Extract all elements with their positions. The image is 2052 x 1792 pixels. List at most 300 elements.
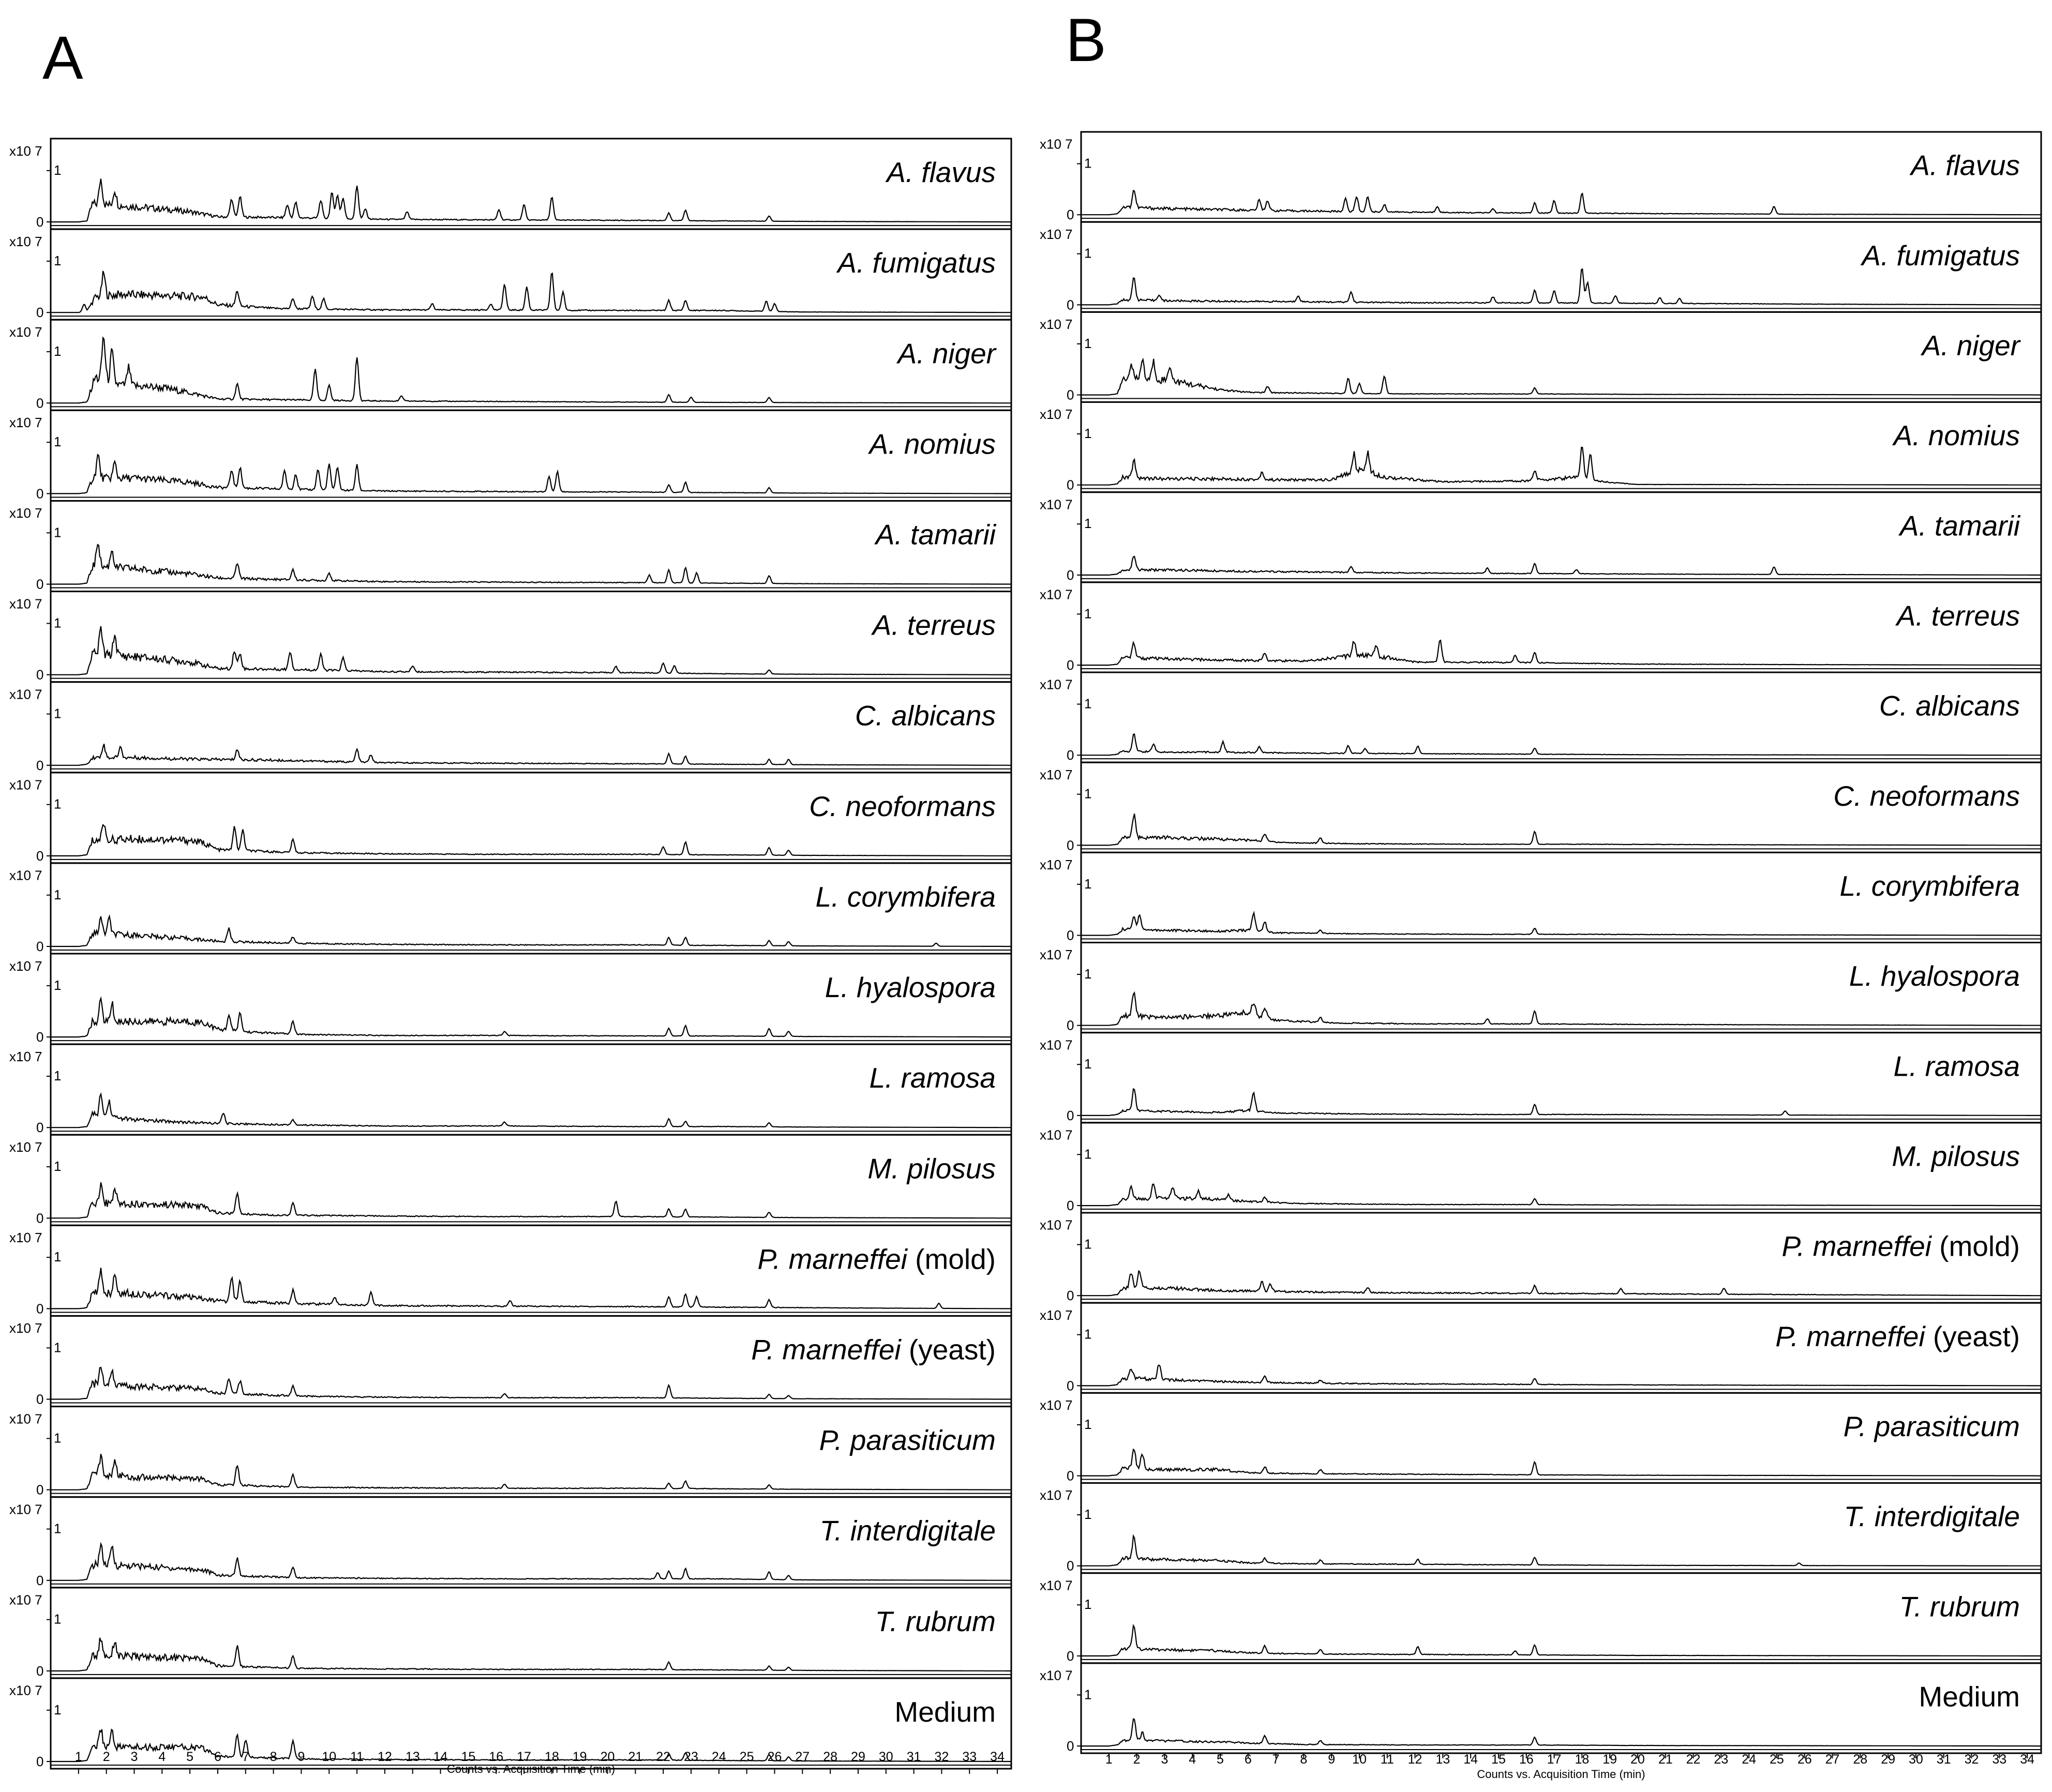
y-exponent-label: x10 7 — [1040, 1037, 1073, 1053]
y-exponent-label: x10 7 — [9, 143, 42, 159]
trace-line — [1081, 1625, 2041, 1656]
y-tick-1: 1 — [54, 796, 62, 812]
x-tick-label: 19 — [1602, 1752, 1617, 1767]
y-tick-1: 1 — [54, 1067, 62, 1083]
trace-line — [1081, 814, 2041, 845]
trace-panel-a-2 — [9, 229, 1011, 320]
species-name: A. niger — [897, 337, 996, 370]
species-label — [1860, 239, 2020, 272]
trace-panel-b-2 — [1040, 222, 2041, 312]
trace-panel-a-8 — [9, 773, 1011, 864]
trace-line — [51, 338, 1011, 403]
x-tick-label: 4 — [158, 1750, 166, 1764]
y-tick-0: 0 — [36, 848, 44, 864]
y-exponent-label: x10 7 — [1040, 1397, 1073, 1413]
trace-panel-a-16 — [9, 1497, 1011, 1588]
trace-panel-a-9 — [9, 863, 1011, 954]
trace-line — [1081, 191, 2041, 215]
species-label — [819, 1424, 996, 1456]
trace-line — [1081, 1184, 2041, 1206]
species-name: A. flavus — [887, 156, 996, 189]
species-label — [816, 881, 996, 913]
species-label — [1879, 690, 2020, 722]
trace-line — [1081, 993, 2041, 1026]
species-name: P. marneffei — [751, 1333, 901, 1366]
x-tick-label: 34 — [2020, 1752, 2035, 1767]
species-name: A. tamarii — [1899, 509, 2020, 542]
trace-panel-b-16 — [1040, 1483, 2041, 1574]
y-exponent-label: x10 7 — [1040, 1487, 1073, 1503]
y-tick-1: 1 — [54, 1701, 62, 1718]
y-tick-0: 0 — [36, 757, 44, 773]
y-tick-0: 0 — [1067, 297, 1074, 313]
y-tick-0: 0 — [1067, 1468, 1074, 1484]
trace-line — [51, 179, 1011, 222]
trace-panel-a-3 — [9, 320, 1011, 411]
x-tick-label: 13 — [1435, 1752, 1450, 1767]
y-tick-1: 1 — [54, 615, 62, 631]
y-tick-1: 1 — [54, 886, 62, 902]
y-tick-0: 0 — [36, 1029, 44, 1045]
y-tick-1: 1 — [1084, 426, 1092, 442]
species-label — [836, 247, 996, 279]
trace-line — [51, 1454, 1011, 1489]
y-tick-0: 0 — [1067, 1378, 1074, 1394]
x-tick-label: 7 — [1272, 1752, 1280, 1767]
y-tick-0: 0 — [1067, 747, 1074, 763]
y-exponent-label: x10 7 — [9, 1682, 42, 1698]
y-tick-0: 0 — [36, 938, 44, 954]
species-name: C. neoformans — [1833, 779, 2020, 812]
trace-panel-b-13 — [1040, 1213, 2041, 1303]
species-name: T. rubrum — [1899, 1590, 2020, 1623]
x-axis-title: Counts vs. Acquisition Time (min) — [1477, 1768, 1645, 1781]
y-tick-1: 1 — [1084, 606, 1092, 622]
trace-panel-a-17 — [9, 1588, 1011, 1679]
species-name: P. marneffei — [1781, 1230, 1931, 1262]
x-tick-label: 30 — [1909, 1752, 1923, 1767]
x-tick-label: 2 — [1133, 1752, 1141, 1767]
y-tick-0: 0 — [36, 305, 44, 321]
trace-line — [1081, 1450, 2041, 1476]
y-exponent-label: x10 7 — [1040, 226, 1073, 242]
trace-panel-a-5 — [9, 501, 1011, 592]
species-label — [1892, 419, 2020, 451]
x-tick-label: 34 — [990, 1750, 1005, 1764]
x-tick-label: 31 — [906, 1750, 921, 1764]
y-tick-1: 1 — [54, 1430, 62, 1446]
y-tick-1: 1 — [1084, 1686, 1092, 1703]
species-label — [1844, 1410, 2020, 1442]
panel-a — [9, 139, 1011, 1775]
species-name: T. interdigitale — [819, 1514, 996, 1547]
species-label — [809, 790, 996, 822]
species-name: Medium — [1919, 1680, 2020, 1713]
species-label — [874, 518, 997, 550]
x-tick-label: 29 — [1881, 1752, 1896, 1767]
species-name: T. interdigitale — [1844, 1500, 2020, 1533]
species-name: L. ramosa — [869, 1062, 996, 1094]
species-suffix: (yeast) — [901, 1333, 996, 1366]
trace-line — [51, 916, 1011, 946]
x-tick-label: 32 — [1964, 1752, 1979, 1767]
x-tick-label: 19 — [572, 1750, 587, 1764]
y-exponent-label: x10 7 — [1040, 766, 1073, 782]
x-tick-label: 13 — [405, 1750, 420, 1764]
trace-line — [1081, 359, 2041, 395]
species-label — [875, 1605, 996, 1637]
panel-label-b: B — [1066, 6, 1106, 74]
x-tick-label: 27 — [795, 1750, 810, 1764]
species-label — [820, 1515, 996, 1547]
species-label — [894, 1696, 996, 1728]
x-tick-label: 16 — [489, 1750, 504, 1764]
trace-panel-b-10 — [1040, 943, 2041, 1033]
trace-panel-a-14 — [9, 1316, 1011, 1407]
y-exponent-label: x10 7 — [9, 1048, 42, 1064]
x-tick-label: 8 — [269, 1750, 277, 1764]
trace-frame — [51, 1044, 1011, 1135]
trace-panel-b-5 — [1040, 492, 2041, 583]
x-tick-label: 15 — [1491, 1752, 1506, 1767]
y-tick-1: 1 — [1084, 1416, 1092, 1432]
x-tick-label: 26 — [767, 1750, 782, 1764]
x-tick-label: 24 — [711, 1750, 726, 1764]
species-name: C. neoformans — [809, 790, 996, 822]
trace-line — [1081, 1536, 2041, 1566]
trace-frame — [1081, 1663, 2041, 1753]
species-suffix: (mold) — [1931, 1230, 2020, 1262]
y-tick-1: 1 — [54, 977, 62, 993]
x-tick-label: 15 — [461, 1750, 476, 1764]
x-tick-label: 20 — [1630, 1752, 1645, 1767]
species-name: P. marneffei — [1775, 1320, 1925, 1352]
y-exponent-label: x10 7 — [1040, 947, 1073, 963]
y-exponent-label: x10 7 — [1040, 1217, 1073, 1233]
y-tick-0: 0 — [36, 1482, 44, 1498]
x-tick-label: 22 — [1686, 1752, 1701, 1767]
y-tick-1: 1 — [1084, 786, 1092, 802]
trace-panel-b-4 — [1040, 402, 2041, 493]
y-tick-0: 0 — [36, 576, 44, 592]
species-name: L. ramosa — [1893, 1050, 2020, 1082]
trace-line — [51, 1544, 1011, 1580]
trace-panel-b-17 — [1040, 1573, 2041, 1664]
panel-label-a: A — [42, 24, 83, 92]
trace-line — [51, 998, 1011, 1037]
y-tick-0: 0 — [36, 1572, 44, 1588]
x-tick-label: 8 — [1300, 1752, 1308, 1767]
x-tick-label: 6 — [214, 1750, 221, 1764]
y-tick-0: 0 — [1067, 477, 1074, 493]
x-tick-label: 3 — [130, 1750, 138, 1764]
y-tick-1: 1 — [1084, 245, 1092, 261]
species-name: L. hyalospora — [825, 971, 996, 1004]
trace-frame — [1081, 492, 2041, 582]
x-tick-label: 2 — [102, 1750, 110, 1764]
trace-line — [1081, 269, 2041, 305]
species-name: C. albicans — [855, 699, 996, 732]
x-tick-label: 27 — [1825, 1752, 1840, 1767]
species-label — [751, 1333, 996, 1365]
trace-line — [1081, 1365, 2041, 1386]
trace-line — [1081, 913, 2041, 935]
trace-panel-a-11 — [9, 1044, 1011, 1135]
y-tick-0: 0 — [36, 1210, 44, 1226]
x-tick-label: 31 — [1936, 1752, 1951, 1767]
trace-panel-a-15 — [9, 1407, 1011, 1498]
y-tick-0: 0 — [36, 1391, 44, 1407]
y-exponent-label: x10 7 — [1040, 1307, 1073, 1323]
trace-panel-b-7 — [1040, 672, 2041, 763]
species-name: P. parasiticum — [819, 1424, 996, 1456]
x-tick-label: 20 — [600, 1750, 615, 1764]
species-label — [1898, 509, 2021, 541]
species-suffix: (mold) — [907, 1243, 996, 1275]
trace-line — [51, 626, 1011, 675]
x-tick-label: 22 — [656, 1750, 671, 1764]
x-tick-label: 29 — [851, 1750, 865, 1764]
trace-line — [51, 1367, 1011, 1399]
species-label — [1833, 780, 2020, 812]
x-tick-label: 10 — [1352, 1752, 1367, 1767]
y-exponent-label: x10 7 — [9, 1139, 42, 1155]
trace-line — [51, 825, 1011, 856]
x-tick-label: 23 — [684, 1750, 698, 1764]
y-exponent-label: x10 7 — [9, 1230, 42, 1246]
trace-line — [1081, 556, 2041, 575]
species-name: L. hyalospora — [1849, 960, 2020, 992]
y-tick-1: 1 — [1084, 516, 1092, 532]
y-exponent-label: x10 7 — [9, 233, 42, 249]
trace-panel-a-7 — [9, 682, 1011, 773]
x-tick-label: 30 — [878, 1750, 893, 1764]
x-tick-label: 33 — [962, 1750, 977, 1764]
species-label — [855, 700, 996, 732]
x-tick-label: 12 — [378, 1750, 392, 1764]
species-label — [757, 1243, 996, 1275]
y-tick-1: 1 — [54, 1339, 62, 1356]
species-label — [1899, 1590, 2020, 1622]
y-exponent-label: x10 7 — [1040, 136, 1073, 152]
x-tick-label: 32 — [934, 1750, 949, 1764]
species-label — [1909, 149, 2020, 182]
x-axis-b — [1105, 1752, 2034, 1781]
y-tick-0: 0 — [1067, 1198, 1074, 1214]
y-tick-0: 0 — [1067, 1738, 1074, 1754]
y-exponent-label: x10 7 — [9, 1320, 42, 1336]
species-name: Medium — [894, 1695, 996, 1728]
y-tick-0: 0 — [36, 1753, 44, 1769]
x-tick-label: 17 — [517, 1750, 531, 1764]
species-name: M. pilosus — [1892, 1140, 2020, 1172]
species-label — [867, 1152, 996, 1184]
y-tick-1: 1 — [1084, 696, 1092, 712]
y-tick-0: 0 — [1067, 1288, 1074, 1304]
species-label — [1775, 1320, 2020, 1352]
y-tick-0: 0 — [36, 214, 44, 230]
x-tick-label: 33 — [1992, 1752, 2007, 1767]
x-tick-label: 12 — [1407, 1752, 1422, 1767]
trace-panel-a-6 — [9, 592, 1011, 683]
y-exponent-label: x10 7 — [9, 867, 42, 883]
x-tick-label: 18 — [1575, 1752, 1590, 1767]
species-name: P. parasiticum — [1843, 1410, 2020, 1442]
y-exponent-label: x10 7 — [1040, 856, 1073, 872]
trace-panel-a-10 — [9, 954, 1011, 1045]
species-name: A. fumigatus — [1862, 239, 2020, 272]
y-tick-1: 1 — [54, 343, 62, 359]
x-tick-label: 7 — [242, 1750, 249, 1764]
species-label — [1781, 1230, 2020, 1262]
trace-panel-b-15 — [1040, 1393, 2041, 1483]
y-tick-0: 0 — [1067, 657, 1074, 673]
x-tick-label: 14 — [433, 1750, 448, 1764]
x-tick-label: 24 — [1742, 1752, 1757, 1767]
species-suffix: (yeast) — [1925, 1320, 2020, 1352]
y-tick-1: 1 — [1084, 1507, 1092, 1523]
trace-panel-b-18 — [1040, 1663, 2041, 1754]
y-exponent-label: x10 7 — [1040, 1127, 1073, 1143]
trace-panel-b-14 — [1040, 1303, 2041, 1393]
y-tick-0: 0 — [1067, 1648, 1074, 1664]
species-label — [867, 428, 996, 460]
y-exponent-label: x10 7 — [9, 415, 42, 431]
y-tick-1: 1 — [54, 524, 62, 540]
trace-panel-b-8 — [1040, 762, 2041, 853]
x-tick-label: 23 — [1714, 1752, 1729, 1767]
y-tick-0: 0 — [1067, 927, 1074, 943]
species-name: A. nomius — [869, 428, 996, 460]
y-tick-1: 1 — [54, 252, 62, 268]
y-tick-0: 0 — [36, 667, 44, 683]
y-tick-1: 1 — [54, 434, 62, 450]
species-label — [1892, 1140, 2020, 1172]
species-name: A. terreus — [872, 609, 996, 641]
y-tick-1: 1 — [1084, 1056, 1092, 1072]
panel-b — [1040, 132, 2041, 1781]
y-exponent-label: x10 7 — [9, 958, 42, 974]
x-tick-label: 16 — [1519, 1752, 1534, 1767]
species-label — [1840, 870, 2020, 902]
y-tick-1: 1 — [1084, 335, 1092, 351]
y-tick-1: 1 — [54, 1158, 62, 1174]
y-exponent-label: x10 7 — [1040, 406, 1073, 423]
species-name: C. albicans — [1879, 689, 2020, 722]
species-label — [1920, 329, 2021, 362]
trace-line — [1081, 447, 2041, 485]
trace-panel-b-1 — [1040, 132, 2041, 222]
x-tick-label: 28 — [1853, 1752, 1868, 1767]
species-name: A. niger — [1922, 329, 2020, 362]
trace-frame — [1081, 312, 2041, 402]
x-tick-label: 18 — [544, 1750, 559, 1764]
y-tick-1: 1 — [54, 1249, 62, 1265]
species-name: A. tamarii — [875, 518, 996, 551]
species-name: A. nomius — [1893, 419, 2020, 452]
trace-line — [1081, 640, 2041, 665]
y-exponent-label: x10 7 — [9, 686, 42, 702]
species-name: L. corymbifera — [815, 880, 996, 913]
y-tick-0: 0 — [1067, 567, 1074, 583]
y-exponent-label: x10 7 — [9, 324, 42, 340]
y-tick-0: 0 — [36, 395, 44, 411]
trace-line — [51, 744, 1011, 765]
y-tick-0: 0 — [36, 486, 44, 502]
x-tick-label: 10 — [322, 1750, 337, 1764]
trace-panel-b-6 — [1040, 582, 2041, 673]
y-tick-0: 0 — [36, 1120, 44, 1136]
y-tick-1: 1 — [54, 1611, 62, 1627]
y-tick-0: 0 — [1067, 837, 1074, 853]
species-label — [1893, 1050, 2020, 1082]
trace-line — [51, 1094, 1011, 1128]
y-exponent-label: x10 7 — [9, 1411, 42, 1427]
trace-panel-a-4 — [9, 410, 1011, 501]
y-tick-0: 0 — [1067, 1107, 1074, 1123]
trace-frame — [51, 1588, 1011, 1678]
y-exponent-label: x10 7 — [9, 505, 42, 521]
y-tick-0: 0 — [36, 1663, 44, 1679]
y-tick-1: 1 — [54, 705, 62, 721]
y-exponent-label: x10 7 — [1040, 496, 1073, 513]
y-exponent-label: x10 7 — [1040, 1667, 1073, 1683]
trace-panel-a-12 — [9, 1135, 1011, 1226]
y-exponent-label: x10 7 — [1040, 1577, 1073, 1593]
x-tick-label: 3 — [1161, 1752, 1169, 1767]
trace-panel-b-11 — [1040, 1033, 2041, 1123]
trace-line — [1081, 734, 2041, 755]
x-tick-label: 9 — [1328, 1752, 1336, 1767]
x-tick-label: 14 — [1463, 1752, 1478, 1767]
x-tick-label: 6 — [1244, 1752, 1252, 1767]
x-tick-label: 17 — [1547, 1752, 1562, 1767]
y-tick-1: 1 — [1084, 1597, 1092, 1613]
trace-line — [51, 1638, 1011, 1671]
species-label — [1844, 1500, 2020, 1532]
y-exponent-label: x10 7 — [1040, 676, 1073, 692]
species-name: A. terreus — [1896, 599, 2020, 632]
x-tick-label: 25 — [739, 1750, 754, 1764]
trace-panel-a-13 — [9, 1225, 1011, 1316]
species-label — [871, 609, 996, 641]
species-name: A. flavus — [1911, 149, 2020, 182]
species-name: P. marneffei — [757, 1243, 907, 1275]
species-name: M. pilosus — [867, 1152, 996, 1185]
y-tick-1: 1 — [1084, 966, 1092, 982]
species-label — [885, 156, 996, 188]
y-tick-0: 0 — [1067, 1017, 1074, 1033]
trace-line — [51, 455, 1011, 493]
x-tick-label: 25 — [1770, 1752, 1784, 1767]
y-exponent-label: x10 7 — [9, 596, 42, 612]
species-label — [825, 971, 996, 1003]
species-label — [1849, 960, 2020, 992]
species-label — [1895, 599, 2020, 631]
y-tick-0: 0 — [36, 1301, 44, 1317]
y-tick-1: 1 — [54, 1520, 62, 1537]
trace-line — [51, 545, 1011, 584]
y-tick-1: 1 — [54, 162, 62, 178]
x-tick-label: 5 — [186, 1750, 194, 1764]
x-tick-label: 26 — [1797, 1752, 1812, 1767]
y-exponent-label: x10 7 — [1040, 316, 1073, 332]
y-tick-0: 0 — [1067, 207, 1074, 223]
x-tick-label: 1 — [74, 1750, 82, 1764]
trace-panel-b-3 — [1040, 312, 2041, 402]
y-tick-1: 1 — [1084, 1146, 1092, 1162]
y-exponent-label: x10 7 — [9, 1501, 42, 1517]
